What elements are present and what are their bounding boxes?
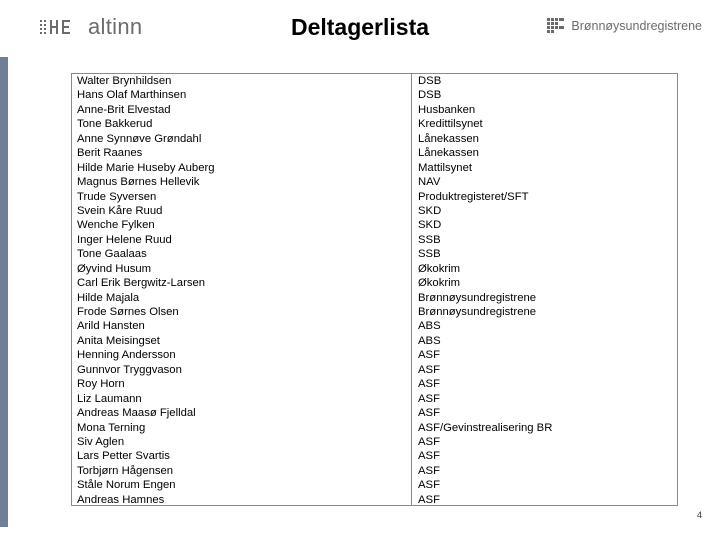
- participant-name: Anita Meisingset: [77, 334, 160, 347]
- participant-name: Liz Laumann: [77, 392, 142, 405]
- participant-organization: SKD: [418, 219, 442, 232]
- participant-name: Hilde Marie Huseby Auberg: [77, 161, 215, 174]
- participant-organization: Lånekassen: [418, 147, 479, 160]
- participant-organization: Mattilsynet: [418, 161, 472, 174]
- altinn-logo-text: altinn: [88, 14, 143, 39]
- participant-organization: DSB: [418, 75, 442, 87]
- participant-name: Tone Gaalaas: [77, 248, 147, 261]
- participant-name: Inger Helene Ruud: [77, 233, 172, 246]
- participant-organization: ASF: [418, 493, 440, 506]
- participant-organization: ABS: [418, 334, 441, 347]
- participant-name: Ståle Norum Engen: [77, 479, 176, 492]
- participant-name: Andreas Hamnes: [77, 493, 165, 506]
- participant-name: Hilde Majala: [77, 291, 140, 304]
- participant-name: Gunnvor Tryggvason: [77, 363, 182, 376]
- page-number: 4: [696, 510, 702, 520]
- page-title: Deltagerlista: [290, 14, 430, 40]
- participant-organization: ASF: [418, 464, 440, 477]
- participant-organization: Økokrim: [418, 277, 461, 290]
- participant-name: Siv Aglen: [77, 435, 125, 448]
- participant-organization: ASF: [418, 479, 440, 492]
- participant-name: Arild Hansten: [77, 320, 145, 333]
- participant-name: Trude Syversen: [77, 190, 157, 203]
- participant-organization: Kredittilsynet: [418, 118, 483, 131]
- participant-organization: DSB: [418, 89, 442, 102]
- participant-organization: ASF: [418, 435, 440, 448]
- participant-organization: ASF: [418, 378, 440, 391]
- participant-name: Magnus Børnes Hellevik: [77, 176, 200, 189]
- organizations-column: [412, 74, 677, 505]
- participant-name: Torbjørn Hågensen: [77, 464, 174, 477]
- participant-organization: Husbanken: [418, 103, 476, 116]
- participant-organization: NAV: [418, 176, 441, 189]
- participant-name: Wenche Fylken: [77, 219, 155, 232]
- participant-name: Øyvind Husum: [77, 262, 152, 275]
- participant-organization: ASF: [418, 407, 440, 420]
- participant-organization: ASF: [418, 363, 440, 376]
- names-column: [72, 74, 412, 505]
- brreg-logo: [547, 18, 702, 34]
- participant-organization: ASF/Gevinstrealisering BR: [418, 421, 553, 434]
- participant-organization: ABS: [418, 320, 441, 333]
- brreg-logo-text: Brønnøysundregistrene: [571, 19, 702, 33]
- participant-name: Mona Terning: [77, 421, 146, 434]
- participant-name: Carl Erik Bergwitz-Larsen: [77, 277, 206, 290]
- participant-name: Walter Brynhildsen: [77, 75, 172, 87]
- participant-organization: SSB: [418, 233, 441, 246]
- participant-name: Anne-Brit Elvestad: [77, 103, 171, 116]
- participant-organization: SKD: [418, 204, 442, 217]
- participant-name: Hans Olaf Marthinsen: [77, 89, 187, 102]
- participant-organization: ASF: [418, 392, 440, 405]
- participant-name: Roy Horn: [77, 378, 125, 391]
- left-accent-bar: [0, 57, 8, 527]
- participant-organization: Lånekassen: [418, 132, 479, 145]
- participant-name: Tone Bakkerud: [77, 118, 153, 131]
- participant-name: Svein Kåre Ruud: [77, 204, 163, 217]
- participant-name: Frode Sørnes Olsen: [77, 306, 179, 318]
- participant-organization: ASF: [418, 349, 440, 362]
- participant-organization: Økokrim: [418, 262, 461, 275]
- participant-name: Henning Andersson: [77, 349, 176, 362]
- participant-organization: Brønnøysundregistrene: [418, 306, 537, 318]
- participant-name: Lars Petter Svartis: [77, 450, 170, 463]
- participant-organization: Brønnøysundregistrene: [418, 291, 537, 304]
- participant-name: Andreas Maasø Fjelldal: [77, 407, 196, 420]
- participant-organization: Produktregisteret/SFT: [418, 190, 529, 203]
- participant-table: [71, 73, 678, 506]
- participant-organization: SSB: [418, 248, 441, 261]
- brreg-logo-mark-icon: [547, 18, 565, 34]
- participant-name: Anne Synnøve Grøndahl: [77, 132, 202, 145]
- participant-name: Berit Raanes: [77, 147, 143, 160]
- participant-organization: ASF: [418, 450, 440, 463]
